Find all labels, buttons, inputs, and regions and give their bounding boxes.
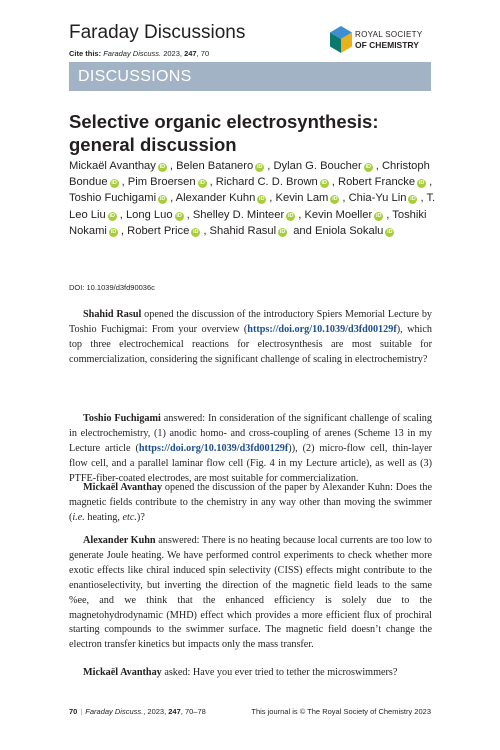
orcid-icon[interactable]: iD: [410, 196, 416, 203]
orcid-icon[interactable]: iD: [193, 228, 199, 235]
rsc-line2: OF CHEMISTRY: [355, 40, 419, 50]
orcid-icon[interactable]: iD: [279, 228, 286, 235]
article-title: Selective organic electrosynthesis: general discussion: [69, 111, 379, 155]
cite-year: 2023,: [163, 49, 182, 58]
doi-link[interactable]: https://doi.org/10.1039/d3fd00129f: [247, 323, 397, 335]
author-separator: ,: [120, 224, 128, 237]
author-separator: ,: [298, 208, 305, 221]
cite-page: , 70: [196, 49, 210, 58]
author-name: Mickaël Avanthay: [69, 160, 156, 172]
section-banner: [69, 62, 431, 91]
author-name: Eniola Sokalu: [314, 224, 384, 237]
citation-line: [69, 49, 209, 58]
author-name: Kevin Lam: [275, 192, 329, 205]
author-name: Toshiki Nokami: [69, 208, 427, 237]
rsc-hexagon-icon: [328, 25, 354, 55]
author-separator: ,: [267, 160, 274, 172]
orcid-icon[interactable]: iD: [159, 196, 166, 203]
speaker-name: Mickaël Avanthay: [83, 667, 162, 678]
author-name: Pim Broersen: [127, 176, 196, 189]
author-name: Dylan G. Boucher: [273, 160, 362, 172]
author-name: Richard C. D. Brown: [215, 176, 318, 189]
orcid-icon[interactable]: iD: [287, 212, 294, 219]
orcid-icon[interactable]: iD: [159, 164, 166, 170]
author-name: Shahid Rasul: [209, 224, 277, 237]
cite-journal: Faraday Discuss.: [103, 49, 162, 58]
orcid-icon[interactable]: iD: [387, 228, 393, 235]
author-name: Robert Price: [127, 224, 190, 237]
speaker-name: Toshio Fuchigami: [83, 413, 161, 424]
author-separator: ,: [331, 176, 338, 189]
author-separator: ,: [186, 208, 193, 221]
author-separator: ,: [121, 176, 128, 189]
discussion-paragraph: Mickaël Avanthay asked: Have you ever tried to tether the microswimmers?: [83, 667, 398, 678]
author-name: Belen Batanero: [176, 160, 254, 172]
copyright-notice: This journal is © The Royal Society of Chemistry 2023: [251, 707, 431, 716]
discussion-paragraph: Shahid Rasul opened the discussion of the introductory Spiers Memorial Lecture by Toshio Fuchigmai: From your overview (https://doi.org/10.1039/d3fd00129f), which top three electrochemical reactions for electrosynthesis are most suitable for commercialization, considering the significant challenge of scaling in electrochemistry?: [69, 309, 433, 365]
footer-journal: Faraday Discuss.: [85, 707, 144, 716]
discussion-paragraph: Mickaël Avanthay opened the discussion of the paper by Alexander Kuhn: Does the magnetic fields contribute to the chemistry in any way other than moving the swimmer (i.e. heating, etc.)?: [69, 482, 433, 523]
author-name: Kevin Moeller: [304, 208, 373, 221]
author-separator: ,: [269, 192, 276, 205]
author-separator: ,: [203, 224, 210, 237]
page-footer: 70 | Faraday Discuss., 2023, 247, 70–78 This journal is © The Royal Society of Chemistry 2023: [69, 707, 431, 716]
author-list: [69, 158, 441, 239]
rsc-logo: [328, 25, 438, 57]
journal-name: Faraday Discussions: [69, 22, 246, 43]
author-separator: ,: [420, 192, 427, 205]
author-name: Christoph Bondue: [69, 160, 430, 189]
rsc-line1: ROYAL SOCIETY: [355, 30, 423, 39]
orcid-icon[interactable]: iD: [176, 212, 182, 219]
author-name: Shelley D. Minteer: [192, 208, 285, 221]
speaker-name: Mickaël Avanthay: [83, 482, 163, 493]
author-separator: ,: [119, 208, 126, 221]
orcid-icon[interactable]: iD: [375, 212, 382, 219]
author-name: Toshio Fuchigami: [69, 192, 157, 205]
orcid-icon[interactable]: iD: [259, 196, 265, 203]
orcid-icon[interactable]: iD: [111, 180, 117, 187]
author-separator: ,: [342, 192, 349, 205]
cite-label: Cite this:: [69, 49, 102, 58]
author-separator: ,: [169, 160, 177, 172]
author-name: Long Luo: [125, 208, 173, 221]
author-separator: ,: [375, 160, 382, 172]
author-name: T. Leo Liu: [69, 192, 436, 221]
orcid-icon[interactable]: iD: [199, 180, 205, 187]
orcid-icon[interactable]: iD: [332, 196, 338, 203]
section-label: DISCUSSIONS: [78, 68, 192, 85]
footer-volume: 247: [168, 707, 181, 716]
page-number: 70: [69, 707, 78, 716]
footer-separator: |: [80, 707, 83, 716]
author-separator: and: [290, 224, 315, 237]
discussion-paragraph: Alexander Kuhn answered: There is no heating because local currents are too low to generate Joule heating. We have performed control experiments to check whether more exotic effects like chiral induced spin selectivity (CISS) effects might contribute to the enantioselectivity, but inverting the direction of the magnetic field leads to the same %ee, and we think that the enhanced efficiency is solely due to the magnetohydrodynamic (MHD) effect which provides a more efficient flux of prochiral starting compounds to the swimmer surface. The magnetic field doesn’t change the electron transfer kinetics but impacts only the mass transfer.: [69, 535, 433, 651]
author-separator: ,: [429, 176, 433, 189]
author-name: Chia-Yu Lin: [348, 192, 407, 205]
author-separator: ,: [209, 176, 216, 189]
author-name: Robert Francke: [337, 176, 416, 189]
doi-link[interactable]: https://doi.org/10.1039/d3fd00129f: [138, 442, 289, 454]
orcid-icon[interactable]: iD: [418, 180, 425, 187]
doi-line[interactable]: DOI: 10.1039/d3fd90036c: [69, 283, 155, 292]
orcid-icon[interactable]: iD: [256, 164, 263, 170]
discussion-paragraph: Toshio Fuchigami answered: In consideration of the significant challenge of scaling in electrochemistry, (1) anodic homo- and cross-coupling of arenes (Scheme 13 in my Lecture article (https://doi.org/10.1039/d3fd00129f)), (2) micro-flow cell, thin-layer flow cell, and a parallel laminar flow cell (Fig. 4 in my Lecture article), as well as (3) PTFE-fiber-coated electrodes, are most suitable for commercialization.: [69, 413, 432, 484]
orcid-icon[interactable]: iD: [321, 180, 328, 187]
author-separator: ,: [386, 208, 393, 221]
author-name: Alexander Kuhn: [175, 192, 256, 205]
orcid-icon[interactable]: iD: [109, 212, 115, 219]
author-separator: ,: [170, 192, 176, 205]
orcid-icon[interactable]: iD: [365, 164, 371, 170]
orcid-icon[interactable]: iD: [110, 228, 117, 235]
speaker-name: Alexander Kuhn: [83, 535, 156, 546]
cite-volume: 247: [184, 49, 197, 58]
speaker-name: Shahid Rasul: [83, 309, 142, 320]
